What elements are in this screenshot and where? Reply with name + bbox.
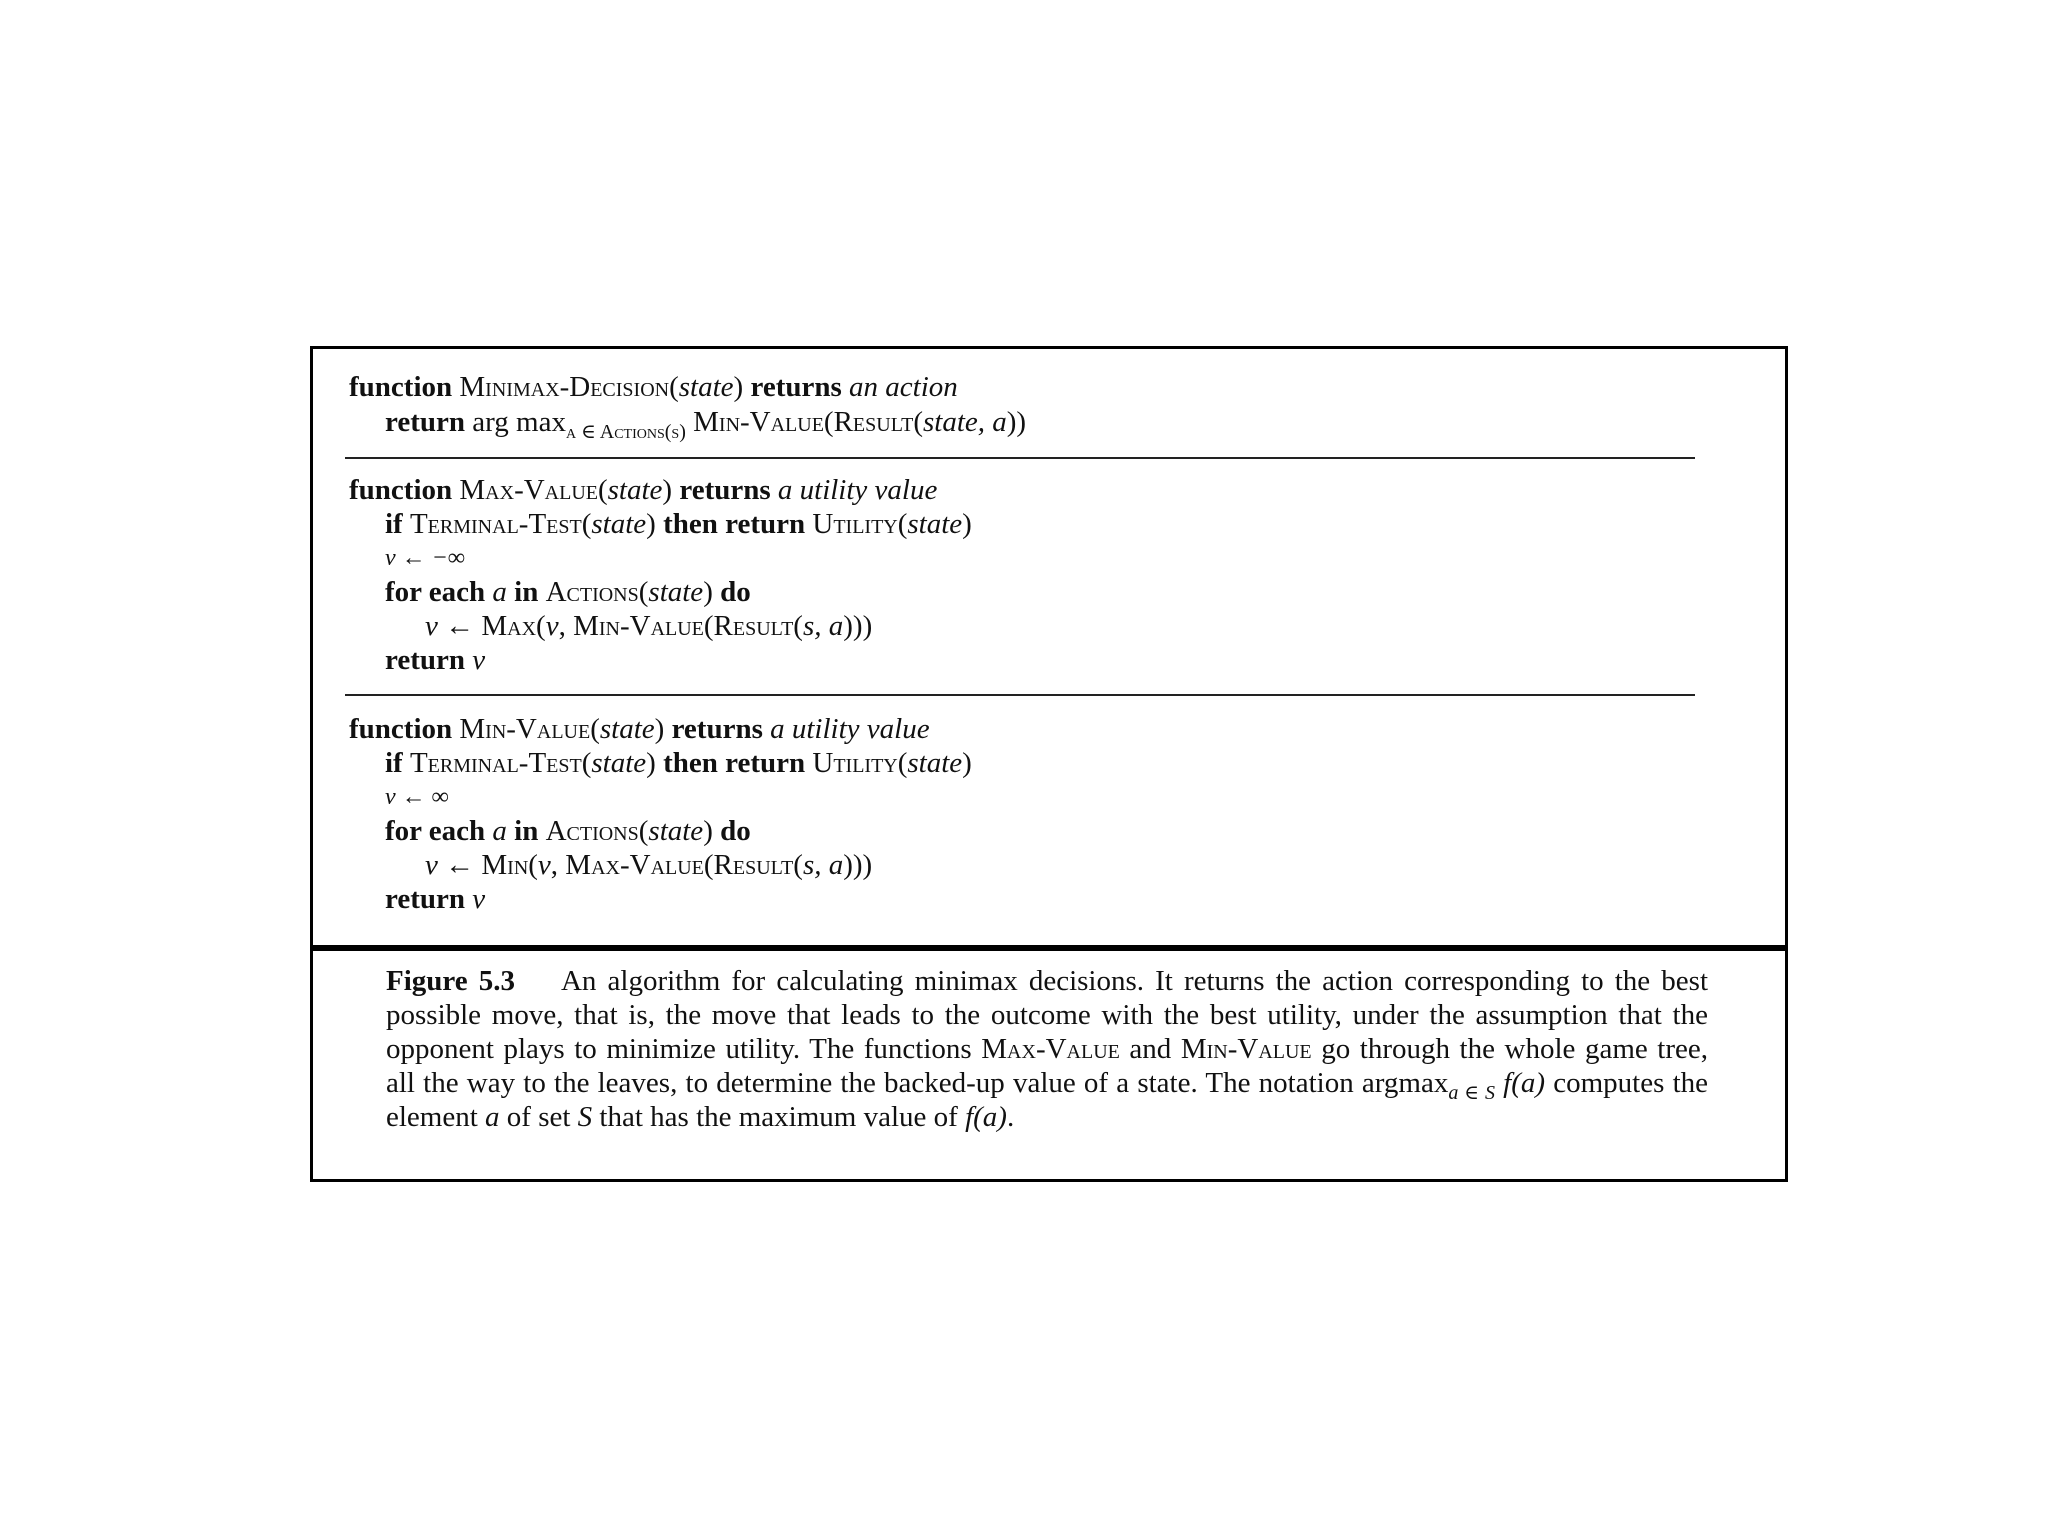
param: state [591,747,647,779]
actions-call: Actions( [545,576,649,608]
paren: ) [962,747,972,779]
max-value-init: v ← −∞ [385,545,465,571]
min-value-init: v ← ∞ [385,784,449,810]
paren: ) [654,713,665,745]
nested-call: , Min-Value(Result( [558,610,803,642]
args: s, a [802,849,844,881]
paren: ) [662,474,673,506]
keyword-in: in [514,815,539,847]
paren: ))) [843,610,873,642]
minimax-decision-header [349,369,958,405]
min-value-update [425,847,872,883]
loop-var: a [492,576,507,608]
var: v [537,849,551,881]
max-value-update [425,608,872,644]
max-value-for-line [385,574,751,610]
paren: ) [962,508,972,540]
param: state [599,713,655,745]
argmax-subscript: a ∈ Actions(s) [565,420,686,443]
caption-text: go through the whole game tree, all the way to the leaves, to determine the backed-up value of a state. The notation argmax [386,1033,1709,1099]
keyword-returns: returns [671,713,763,745]
keyword-do: do [720,815,751,847]
return-type: a utility value [770,713,930,745]
param: state [648,576,704,608]
param: state [907,747,963,779]
math-a: a [485,1101,500,1133]
args: s, a [802,610,844,642]
paren: ) [703,815,713,847]
var: v [472,644,486,676]
max-call: Max( [481,610,546,642]
param: state [648,815,704,847]
keyword-do: do [720,576,751,608]
min-call: Min( [481,849,538,881]
keyword-return: return [385,883,466,915]
minimax-decision-return [385,404,1027,443]
caption-fn-max-value: Max-Value [981,1033,1120,1065]
keyword-function: function [349,713,453,745]
var: v [545,610,559,642]
paren: ) [646,747,656,779]
utility-call: Utility( [812,747,908,779]
utility-call: Utility( [812,508,908,540]
paren: ) [703,576,713,608]
keyword-returns: returns [750,371,842,403]
caption-text: and [1119,1033,1181,1065]
param: state [591,508,647,540]
argmax-subscript: a ∈ S [1448,1081,1495,1104]
terminal-test: Terminal-Test( [409,508,592,540]
assign: v ← [425,610,482,642]
nested-call: , Max-Value(Result( [550,849,803,881]
return-type: an action [849,371,958,403]
function-name: Min-Value( [459,713,600,745]
caption-text: of set [499,1101,578,1133]
terminal-test: Terminal-Test( [409,747,592,779]
figure-label: Figure 5.3 [386,965,515,997]
keyword-for-each: for each [385,576,486,608]
max-value-if-line [385,506,972,542]
min-value-for-line [385,813,751,849]
max-value-return [385,642,485,678]
paren: ) [646,508,656,540]
loop-var: a [492,815,507,847]
algorithm-box [313,349,1785,951]
caption-fn-min-value: Min-Value [1180,1033,1312,1065]
caption-text: computes the element [386,1067,1709,1133]
caption-text: that has the maximum value of [592,1101,966,1133]
param: state [678,371,734,403]
min-value-if-line [385,745,972,781]
return-type: a utility value [777,474,938,506]
keyword-then-return: then return [663,747,806,779]
divider-rule [345,694,1695,696]
caption-text: . [1006,1101,1015,1133]
function-name: Max-Value( [459,474,608,506]
figure-box [310,346,1788,1182]
paren: ))) [843,849,873,881]
param: state [607,474,663,506]
param: state [907,508,963,540]
function-name: Minimax-Decision( [459,371,679,403]
keyword-in: in [514,576,539,608]
keyword-return: return [385,644,466,676]
caption-text: An algorithm for calculating minimax decisions. It returns the action corresponding to the best possible move, that is, the move that leads to the outcome with the best utility, under the assumption that the opponent plays to minimize utility. The functions [386,965,1709,1065]
function-call: Min-Value(Result( [693,406,923,438]
paren: )) [1006,406,1027,438]
min-value-return [385,881,485,917]
paren: ) [733,371,744,403]
keyword-for-each: for each [385,815,486,847]
var: v [472,883,486,915]
min-value-header [349,711,930,747]
figure-caption [386,964,1708,1134]
keyword-if: if [385,747,403,779]
actions-call: Actions( [545,815,649,847]
keyword-function: function [349,474,453,506]
math-fa: f(a) [1495,1067,1546,1099]
keyword-then-return: then return [663,508,806,540]
math-fa: f(a) [965,1101,1007,1133]
max-value-header [349,472,937,508]
keyword-if: if [385,508,403,540]
argmax: arg max [472,406,566,438]
keyword-returns: returns [679,474,771,506]
keyword-function: function [349,371,453,403]
math-S: S [577,1101,593,1133]
assign: v ← [425,849,482,881]
args: state, a [922,406,1007,438]
keyword-return: return [385,406,466,438]
divider-rule [345,457,1695,459]
